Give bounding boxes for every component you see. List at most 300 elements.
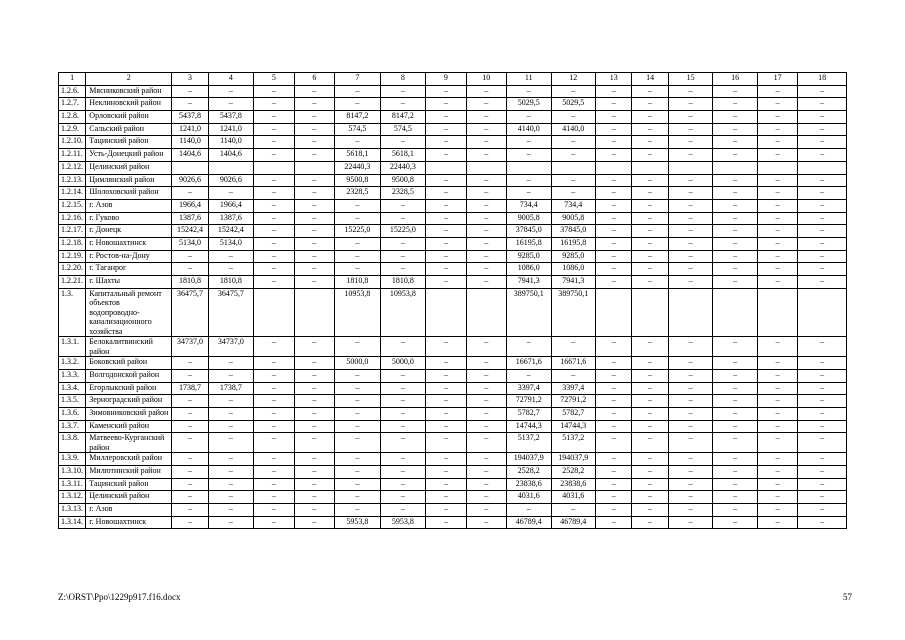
value-cell: –: [596, 250, 632, 263]
value-cell: –: [466, 466, 506, 479]
row-number-cell: 1.2.15.: [59, 199, 86, 212]
value-cell: 1086,0: [551, 263, 596, 276]
value-cell: –: [632, 199, 668, 212]
value-cell: –: [172, 504, 208, 517]
value-cell: –: [596, 98, 632, 111]
value-cell: –: [551, 149, 596, 162]
row-label-cell: Сальский район: [86, 123, 172, 136]
value-cell: 734,4: [507, 199, 552, 212]
page-number: 57: [843, 592, 852, 602]
value-cell: –: [380, 250, 426, 263]
value-cell: –: [632, 433, 668, 453]
value-cell: –: [757, 111, 797, 124]
value-cell: –: [632, 516, 668, 529]
value-cell: 574,5: [335, 123, 381, 136]
value-cell: –: [294, 337, 334, 357]
value-cell: –: [757, 420, 797, 433]
value-cell: –: [335, 237, 381, 250]
value-cell: 1387,6: [172, 212, 208, 225]
value-cell: –: [294, 369, 334, 382]
value-cell: –: [596, 263, 632, 276]
value-cell: –: [798, 212, 847, 225]
value-cell: –: [254, 382, 294, 395]
value-cell: –: [254, 250, 294, 263]
value-cell: 1810,8: [172, 276, 208, 289]
column-header: 8: [380, 73, 426, 86]
value-cell: –: [294, 136, 334, 149]
value-cell: –: [668, 263, 713, 276]
row-label-cell: г. Гуково: [86, 212, 172, 225]
value-cell: –: [426, 504, 466, 517]
value-cell: –: [713, 174, 758, 187]
value-cell: –: [632, 453, 668, 466]
value-cell: –: [668, 516, 713, 529]
table-row: [59, 504, 847, 517]
value-cell: –: [380, 395, 426, 408]
row-label-cell: г. Новошахтинск: [86, 516, 172, 529]
row-label-cell: Милютинский район: [86, 466, 172, 479]
value-cell: –: [466, 85, 506, 98]
table-row: [59, 111, 847, 124]
value-cell: –: [294, 276, 334, 289]
value-cell: –: [426, 149, 466, 162]
value-cell: –: [426, 453, 466, 466]
value-cell: 5134,0: [208, 237, 254, 250]
value-cell: –: [254, 98, 294, 111]
table-row: [59, 420, 847, 433]
row-number-cell: 1.2.19.: [59, 250, 86, 263]
value-cell: –: [713, 276, 758, 289]
row-label-cell: г. Ростов-на-Дону: [86, 250, 172, 263]
value-cell: –: [208, 85, 254, 98]
value-cell: 1404,6: [172, 149, 208, 162]
value-cell: –: [294, 357, 334, 370]
value-cell: 34737,0: [172, 337, 208, 357]
value-cell: –: [335, 433, 381, 453]
row-label-cell: Зимовниковский район: [86, 407, 172, 420]
value-cell: 1738,7: [208, 382, 254, 395]
value-cell: –: [172, 433, 208, 453]
column-header: 13: [596, 73, 632, 86]
row-number-cell: 1.3.13.: [59, 504, 86, 517]
value-cell: 1404,6: [208, 149, 254, 162]
value-cell: –: [596, 212, 632, 225]
table-row: [59, 212, 847, 225]
row-label-cell: Усть-Донецкий район: [86, 149, 172, 162]
value-cell: 194037,9: [507, 453, 552, 466]
value-cell: –: [596, 357, 632, 370]
column-header: 18: [798, 73, 847, 86]
value-cell: –: [335, 199, 381, 212]
value-cell: 23838,6: [551, 478, 596, 491]
value-cell: –: [798, 199, 847, 212]
value-cell: –: [466, 187, 506, 200]
value-cell: –: [466, 136, 506, 149]
value-cell: [632, 161, 668, 174]
row-number-cell: 1.3.2.: [59, 357, 86, 370]
value-cell: –: [757, 149, 797, 162]
row-number-cell: 1.2.11.: [59, 149, 86, 162]
row-number-cell: 1.3.3.: [59, 369, 86, 382]
value-cell: –: [172, 453, 208, 466]
row-number-cell: 1.3.8.: [59, 433, 86, 453]
value-cell: –: [668, 225, 713, 238]
value-cell: –: [596, 433, 632, 453]
value-cell: –: [798, 478, 847, 491]
value-cell: –: [668, 85, 713, 98]
table-row: [59, 491, 847, 504]
value-cell: –: [551, 369, 596, 382]
value-cell: –: [466, 420, 506, 433]
row-label-cell: Боковский район: [86, 357, 172, 370]
value-cell: –: [713, 237, 758, 250]
value-cell: –: [426, 199, 466, 212]
row-number-cell: 1.3.: [59, 288, 86, 337]
value-cell: –: [713, 199, 758, 212]
value-cell: –: [294, 453, 334, 466]
value-cell: –: [208, 395, 254, 408]
value-cell: –: [798, 225, 847, 238]
value-cell: 1140,0: [208, 136, 254, 149]
value-cell: –: [668, 478, 713, 491]
value-cell: –: [668, 407, 713, 420]
table-row: [59, 199, 847, 212]
value-cell: 4031,6: [551, 491, 596, 504]
value-cell: –: [466, 478, 506, 491]
row-label-cell: Целинский район: [86, 491, 172, 504]
row-number-cell: 1.2.20.: [59, 263, 86, 276]
value-cell: –: [757, 237, 797, 250]
value-cell: –: [294, 250, 334, 263]
row-label-cell: Зерноградский район: [86, 395, 172, 408]
value-cell: –: [426, 263, 466, 276]
value-cell: –: [254, 395, 294, 408]
value-cell: [172, 161, 208, 174]
value-cell: 16195,8: [507, 237, 552, 250]
value-cell: –: [208, 357, 254, 370]
value-cell: –: [294, 420, 334, 433]
row-number-cell: 1.2.12.: [59, 161, 86, 174]
value-cell: –: [466, 395, 506, 408]
value-cell: –: [380, 136, 426, 149]
value-cell: 72791,2: [507, 395, 552, 408]
value-cell: –: [668, 420, 713, 433]
value-cell: –: [596, 85, 632, 98]
value-cell: 10953,8: [380, 288, 426, 337]
value-cell: –: [466, 453, 506, 466]
value-cell: –: [632, 225, 668, 238]
value-cell: 9500,8: [380, 174, 426, 187]
value-cell: –: [713, 516, 758, 529]
value-cell: –: [757, 98, 797, 111]
value-cell: –: [713, 123, 758, 136]
value-cell: –: [713, 382, 758, 395]
value-cell: –: [632, 136, 668, 149]
value-cell: –: [713, 357, 758, 370]
table-row: [59, 407, 847, 420]
value-cell: –: [713, 504, 758, 517]
value-cell: 14744,3: [507, 420, 552, 433]
value-cell: –: [254, 466, 294, 479]
value-cell: –: [668, 433, 713, 453]
value-cell: –: [380, 433, 426, 453]
value-cell: –: [466, 250, 506, 263]
value-cell: –: [254, 276, 294, 289]
value-cell: –: [798, 420, 847, 433]
value-cell: –: [172, 263, 208, 276]
row-number-cell: 1.2.17.: [59, 225, 86, 238]
value-cell: –: [426, 187, 466, 200]
value-cell: –: [798, 123, 847, 136]
table-row: [59, 250, 847, 263]
value-cell: –: [798, 237, 847, 250]
value-cell: –: [507, 504, 552, 517]
value-cell: –: [254, 149, 294, 162]
value-cell: 15242,4: [172, 225, 208, 238]
value-cell: 72791,2: [551, 395, 596, 408]
value-cell: –: [713, 466, 758, 479]
value-cell: –: [757, 433, 797, 453]
row-number-cell: 1.3.1.: [59, 337, 86, 357]
value-cell: –: [426, 369, 466, 382]
value-cell: 5953,8: [335, 516, 381, 529]
value-cell: –: [668, 212, 713, 225]
value-cell: –: [254, 136, 294, 149]
value-cell: –: [668, 199, 713, 212]
value-cell: 5000,0: [380, 357, 426, 370]
value-cell: [668, 288, 713, 337]
value-cell: 5618,1: [335, 149, 381, 162]
value-cell: –: [507, 369, 552, 382]
row-number-cell: 1.3.4.: [59, 382, 86, 395]
value-cell: 22440,3: [380, 161, 426, 174]
value-cell: [596, 288, 632, 337]
value-cell: –: [596, 382, 632, 395]
value-cell: –: [668, 369, 713, 382]
value-cell: –: [426, 433, 466, 453]
value-cell: –: [596, 395, 632, 408]
row-label-cell: Волгодонской район: [86, 369, 172, 382]
row-number-cell: 1.3.12.: [59, 491, 86, 504]
value-cell: 3397,4: [551, 382, 596, 395]
footer-file-path: Z:\ORST\Ppo\1229p917.f16.docx: [58, 592, 181, 602]
value-cell: –: [172, 407, 208, 420]
value-cell: –: [294, 433, 334, 453]
value-cell: –: [713, 491, 758, 504]
value-cell: –: [668, 357, 713, 370]
table-row: [59, 123, 847, 136]
value-cell: [596, 161, 632, 174]
value-cell: 5137,2: [551, 433, 596, 453]
value-cell: –: [426, 337, 466, 357]
value-cell: –: [254, 174, 294, 187]
value-cell: –: [294, 504, 334, 517]
value-cell: –: [713, 420, 758, 433]
value-cell: –: [713, 369, 758, 382]
value-cell: –: [466, 516, 506, 529]
value-cell: [466, 161, 506, 174]
value-cell: 1738,7: [172, 382, 208, 395]
value-cell: –: [426, 382, 466, 395]
value-cell: –: [426, 491, 466, 504]
value-cell: –: [172, 420, 208, 433]
value-cell: –: [426, 123, 466, 136]
value-cell: –: [294, 98, 334, 111]
value-cell: –: [426, 174, 466, 187]
value-cell: –: [798, 504, 847, 517]
column-header: 9: [426, 73, 466, 86]
value-cell: –: [254, 111, 294, 124]
value-cell: –: [294, 395, 334, 408]
table-row: [59, 161, 847, 174]
value-cell: –: [172, 85, 208, 98]
value-cell: –: [632, 174, 668, 187]
value-cell: –: [668, 337, 713, 357]
value-cell: –: [596, 123, 632, 136]
value-cell: –: [757, 136, 797, 149]
row-number-cell: 1.2.10.: [59, 136, 86, 149]
value-cell: –: [757, 123, 797, 136]
value-cell: 37845,0: [507, 225, 552, 238]
value-cell: –: [294, 382, 334, 395]
value-cell: –: [254, 212, 294, 225]
value-cell: –: [798, 433, 847, 453]
value-cell: 9285,0: [551, 250, 596, 263]
value-cell: –: [380, 237, 426, 250]
value-cell: 389750,1: [551, 288, 596, 337]
table-row: [59, 382, 847, 395]
value-cell: 4140,0: [507, 123, 552, 136]
value-cell: –: [466, 149, 506, 162]
row-label-cell: г. Таганрог: [86, 263, 172, 276]
value-cell: –: [172, 491, 208, 504]
value-cell: –: [426, 357, 466, 370]
value-cell: –: [798, 466, 847, 479]
value-cell: –: [713, 337, 758, 357]
value-cell: –: [426, 237, 466, 250]
row-number-cell: 1.3.9.: [59, 453, 86, 466]
row-number-cell: 1.2.13.: [59, 174, 86, 187]
value-cell: –: [596, 237, 632, 250]
value-cell: 15225,0: [335, 225, 381, 238]
value-cell: –: [294, 478, 334, 491]
value-cell: –: [632, 420, 668, 433]
row-label-cell: Белокалитвинский район: [86, 337, 172, 357]
value-cell: –: [757, 212, 797, 225]
row-label-cell: Шолоховский район: [86, 187, 172, 200]
value-cell: –: [466, 123, 506, 136]
value-cell: 9005,8: [507, 212, 552, 225]
value-cell: –: [294, 199, 334, 212]
table-row: [59, 276, 847, 289]
value-cell: 1810,8: [208, 276, 254, 289]
value-cell: –: [713, 225, 758, 238]
value-cell: –: [596, 453, 632, 466]
table-row: [59, 85, 847, 98]
value-cell: 15225,0: [380, 225, 426, 238]
value-cell: –: [335, 504, 381, 517]
value-cell: –: [632, 382, 668, 395]
value-cell: –: [798, 174, 847, 187]
row-number-cell: 1.3.7.: [59, 420, 86, 433]
value-cell: –: [380, 382, 426, 395]
value-cell: –: [551, 187, 596, 200]
value-cell: 36475,7: [208, 288, 254, 337]
value-cell: –: [466, 98, 506, 111]
value-cell: [551, 161, 596, 174]
value-cell: –: [713, 478, 758, 491]
value-cell: –: [466, 337, 506, 357]
column-header: 5: [254, 73, 294, 86]
value-cell: –: [254, 123, 294, 136]
value-cell: –: [335, 478, 381, 491]
row-label-cell: г. Азов: [86, 199, 172, 212]
value-cell: –: [426, 225, 466, 238]
value-cell: –: [294, 237, 334, 250]
value-cell: –: [757, 174, 797, 187]
value-cell: –: [713, 395, 758, 408]
value-cell: –: [757, 357, 797, 370]
value-cell: –: [294, 111, 334, 124]
value-cell: –: [632, 478, 668, 491]
value-cell: 5953,8: [380, 516, 426, 529]
value-cell: –: [632, 395, 668, 408]
value-cell: –: [254, 85, 294, 98]
value-cell: –: [668, 98, 713, 111]
value-cell: –: [380, 407, 426, 420]
value-cell: –: [596, 420, 632, 433]
value-cell: –: [713, 85, 758, 98]
value-cell: –: [632, 263, 668, 276]
value-cell: –: [466, 212, 506, 225]
value-cell: –: [172, 466, 208, 479]
value-cell: –: [294, 516, 334, 529]
value-cell: 1966,4: [208, 199, 254, 212]
value-cell: –: [335, 85, 381, 98]
value-cell: –: [426, 420, 466, 433]
value-cell: –: [668, 466, 713, 479]
value-cell: –: [798, 187, 847, 200]
row-number-cell: 1.2.6.: [59, 85, 86, 98]
value-cell: –: [294, 149, 334, 162]
value-cell: –: [757, 263, 797, 276]
value-cell: –: [632, 85, 668, 98]
value-cell: –: [713, 407, 758, 420]
row-number-cell: 1.3.14.: [59, 516, 86, 529]
table-row: [59, 516, 847, 529]
value-cell: –: [208, 420, 254, 433]
value-cell: –: [551, 174, 596, 187]
value-cell: –: [426, 516, 466, 529]
value-cell: 5137,2: [507, 433, 552, 453]
value-cell: 2328,5: [380, 187, 426, 200]
value-cell: –: [798, 382, 847, 395]
table-row: [59, 466, 847, 479]
value-cell: –: [507, 136, 552, 149]
table-row: [59, 263, 847, 276]
value-cell: –: [713, 263, 758, 276]
value-cell: –: [798, 407, 847, 420]
value-cell: –: [757, 395, 797, 408]
value-cell: –: [254, 453, 294, 466]
value-cell: –: [426, 276, 466, 289]
value-cell: [798, 288, 847, 337]
column-header: 1: [59, 73, 86, 86]
value-cell: [507, 161, 552, 174]
row-label-cell: г. Новошахтинск: [86, 237, 172, 250]
row-label-cell: Егорлыкский район: [86, 382, 172, 395]
value-cell: 4140,0: [551, 123, 596, 136]
